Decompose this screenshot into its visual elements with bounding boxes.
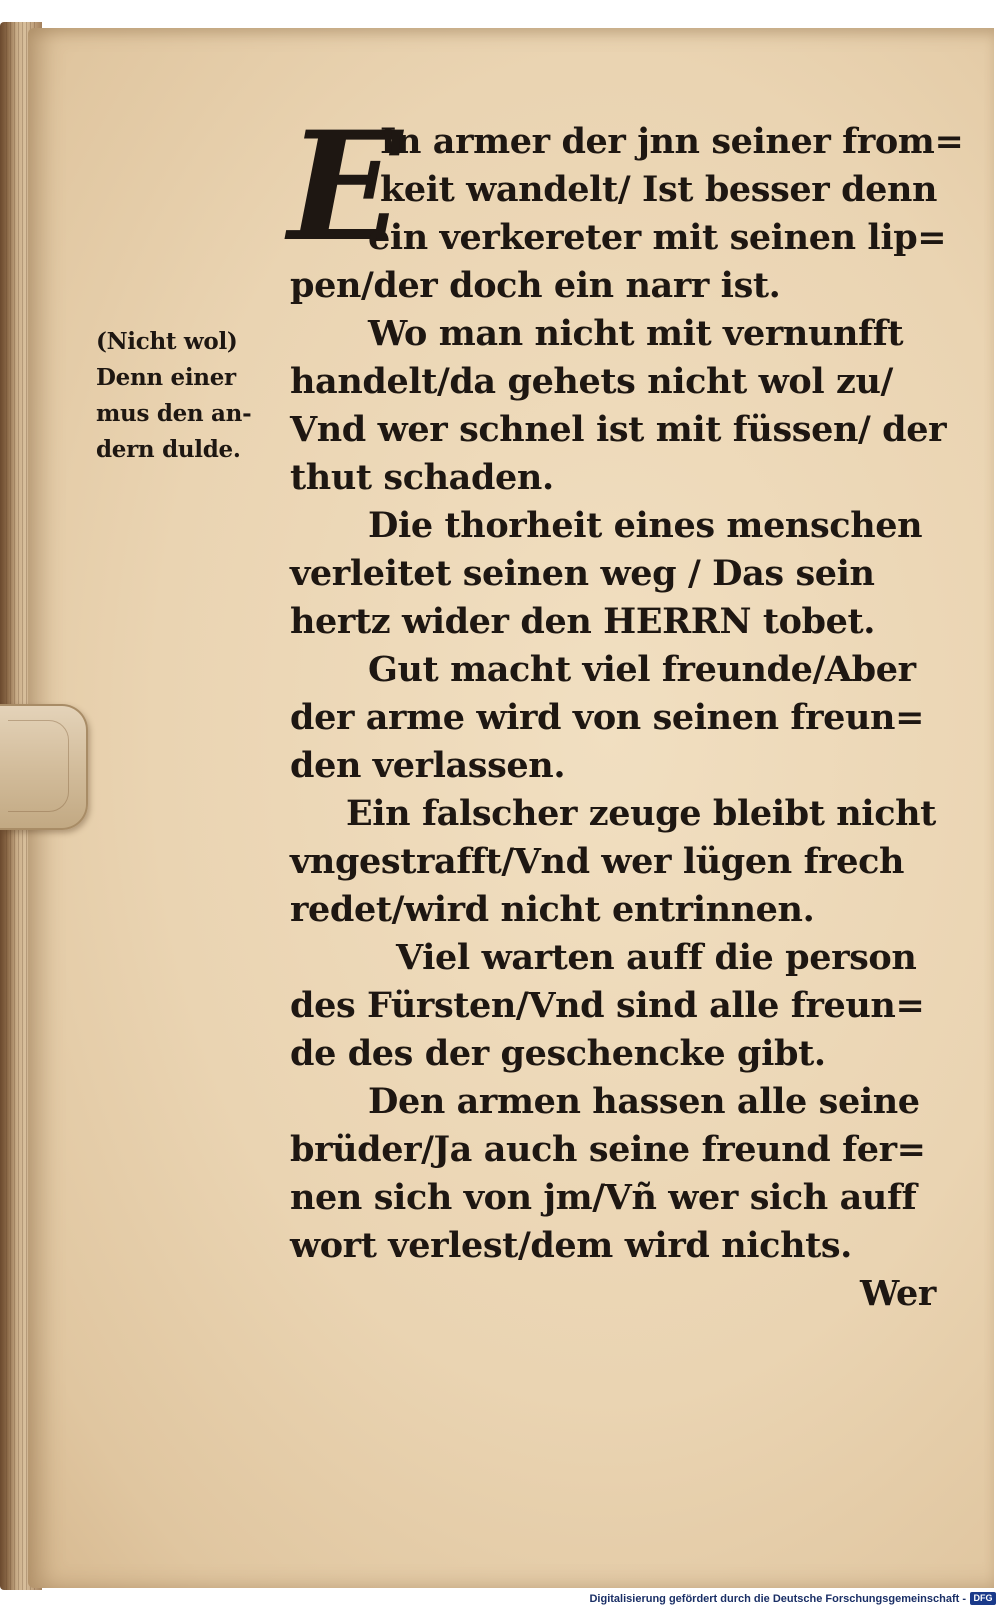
text-line: ein verkereter mit seinen lip=: [368, 217, 947, 258]
text-line: Vnd wer schnel ist mit füssen/ der: [290, 409, 947, 450]
text-line: vngestrafft/Vnd wer lügen frech: [290, 841, 905, 882]
text-line: Gut macht viel freunde/Aber: [368, 649, 916, 690]
text-line: den verlassen.: [290, 745, 566, 786]
text-line: pen/der doch ein narr ist.: [290, 265, 781, 306]
gloss-line: Denn einer: [96, 364, 236, 391]
text-line: der arme wird von seinen freun=: [290, 697, 925, 738]
gloss-line: mus den an-: [96, 400, 252, 427]
text-line: redet/wird nicht entrinnen.: [290, 889, 815, 930]
marginal-gloss: [96, 324, 286, 468]
text-line: brüder/Ja auch seine freund fer=: [290, 1129, 926, 1170]
text-line: wort verlest/dem wird nichts.: [290, 1225, 852, 1266]
text-line: handelt/da gehets nicht wol zu/: [290, 361, 893, 402]
text-line: Die thorheit eines menschen: [368, 505, 923, 546]
text-line: hertz wider den HERRN tobet.: [290, 601, 876, 642]
text-line: In armer der jnn seiner from=: [380, 121, 964, 162]
text-line: nen sich von jm/Vñ wer sich auff: [290, 1177, 917, 1218]
text-line: Viel warten auff die person: [396, 937, 917, 978]
book-clasp: [0, 704, 88, 830]
dfg-logo-icon: DFG: [970, 1592, 996, 1605]
digitization-credit: Digitalisierung gefördert durch die Deutsche Forschungsgemeinschaft -: [589, 1593, 966, 1605]
text-line: Ein falscher zeuge bleibt nicht: [346, 793, 936, 834]
text-line: de des der geschencke gibt.: [290, 1033, 826, 1074]
catchword: Wer: [860, 1273, 936, 1314]
gloss-line: dern dulde.: [96, 436, 241, 463]
text-line: des Fürsten/Vnd sind alle freun=: [290, 985, 925, 1026]
drop-cap-initial: E: [288, 99, 403, 275]
text-line: Wo man nicht mit vernunfft: [368, 313, 904, 354]
gloss-line: (Nicht wol): [96, 328, 238, 355]
text-line: verleitet seinen weg / Das sein: [290, 553, 875, 594]
text-line: thut schaden.: [290, 457, 554, 498]
text-line: Den armen hassen alle seine: [368, 1081, 920, 1122]
text-line: keit wandelt/ Ist besser denn: [380, 169, 938, 210]
